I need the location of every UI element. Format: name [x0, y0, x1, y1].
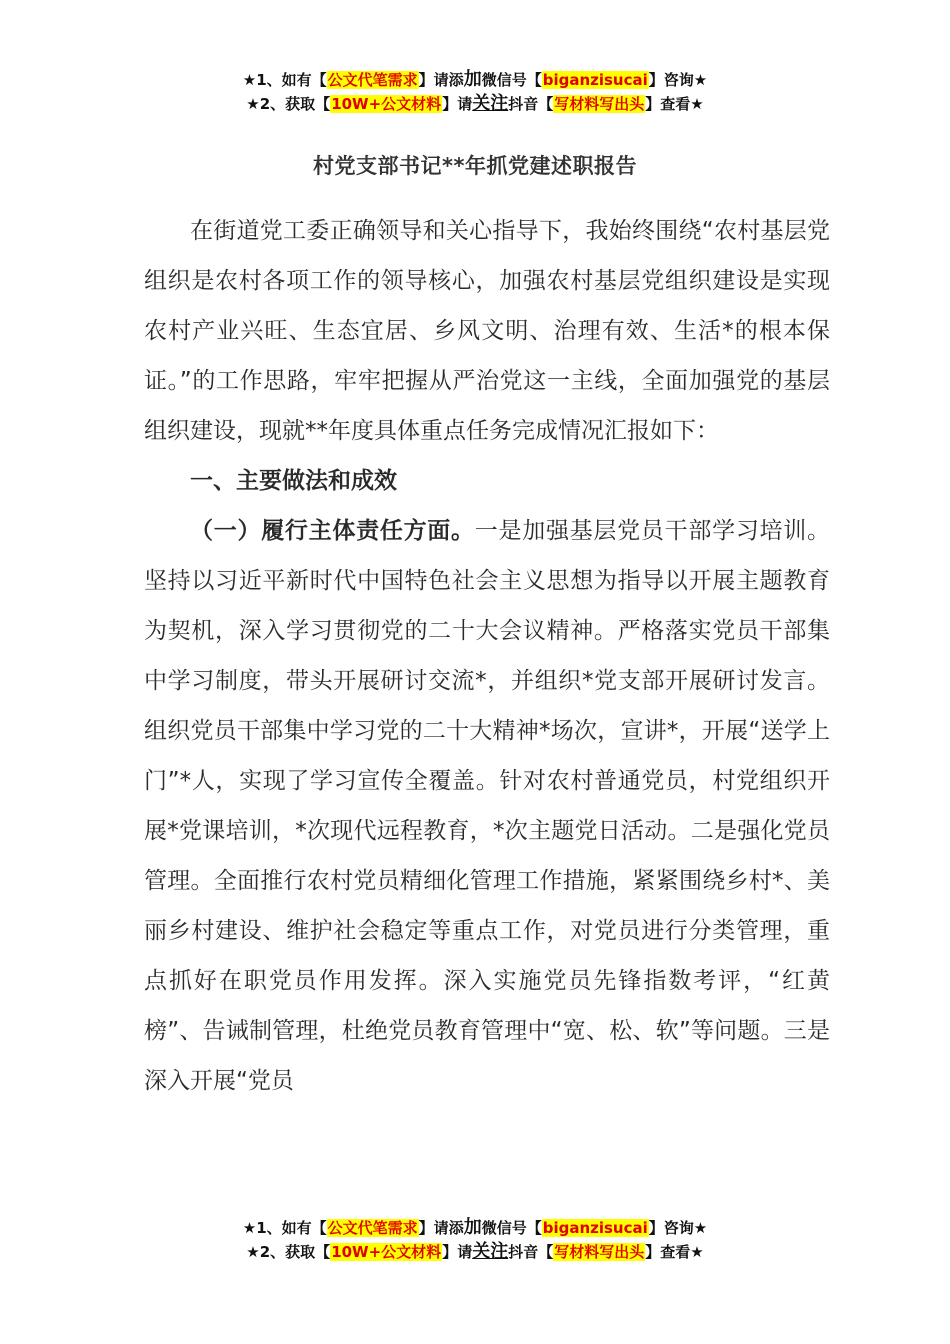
highlight-materials: 10W+公文材料 — [331, 95, 442, 113]
promo-banner-bottom — [0, 1216, 950, 1264]
subsection-paragraph — [144, 506, 830, 1106]
promo-line-1: ★1、如有【公文代笔需求】请添加微信号【biganzisucai】咨询★ — [242, 1217, 708, 1238]
highlight-service: 公文代笔需求 — [327, 71, 418, 89]
highlight-wechat-id: biganzisucai — [542, 1219, 648, 1237]
promo-line-2: ★2、获取【10W+公文材料】请关注抖音【写材料写出头】查看★ — [246, 93, 704, 114]
subsection-body: 一是加强基层党员干部学习培训。坚持以习近平新时代中国特色社会主义思想为指导以开展主题教育为契机，深入学习贯彻党的二十大会议精神。严格落实党员干部集中学习制度，带头开展研讨交流*，并组织*党支部开展研讨发言。组织党员干部集中学习党的二十大精神*场次，宣讲*，开展“送学上门”*人，实现了学习宣传全覆盖。针对农村普通党员，村党组织开展*党课培训，*次现代远程教育，*次主题党日活动。二是强化党员管理。全面推行农村党员精细化管理工作措施，紧紧围绕乡村*、美丽乡村建设、维护社会稳定等重点工作，对党员进行分类管理，重点抓好在职党员作用发挥。深入实施党员先锋指数考评，“红黄榜”、告诫制管理，杜绝党员教育管理中“宽、松、软”等问题。三是深入开展“党员 — [144, 518, 831, 1094]
section-heading: 一、主要做法和成效 — [190, 468, 397, 494]
document-body — [144, 206, 830, 1106]
promo-line-2: ★2、获取【10W+公文材料】请关注抖音【写材料写出头】查看★ — [246, 1241, 704, 1262]
highlight-douyin-account: 写材料写出头 — [554, 95, 645, 113]
highlight-douyin-account: 写材料写出头 — [554, 1243, 645, 1261]
promo-banner-top — [0, 68, 950, 116]
highlight-materials: 10W+公文材料 — [331, 1243, 442, 1261]
highlight-service: 公文代笔需求 — [327, 1219, 418, 1237]
subsection-heading: （一）履行主体责任方面。 — [190, 518, 475, 544]
intro-paragraph: 在街道党工委正确领导和关心指导下，我始终围绕“农村基层党组织是农村各项工作的领导核心，加强农村基层党组织建设是实现农村产业兴旺、生态宜居、乡风文明、治理有效、生活*的根本保证。”的工作思路，牢牢把握从严治党这一主线，全面加强党的基层组织建设，现就**年度具体重点任务完成情况汇报如下： — [144, 218, 830, 444]
highlight-wechat-id: biganzisucai — [542, 71, 648, 89]
document-title: 村党支部书记**年抓党建述职报告 — [313, 154, 637, 178]
promo-line-1: ★1、如有【公文代笔需求】请添加微信号【biganzisucai】咨询★ — [242, 69, 708, 90]
